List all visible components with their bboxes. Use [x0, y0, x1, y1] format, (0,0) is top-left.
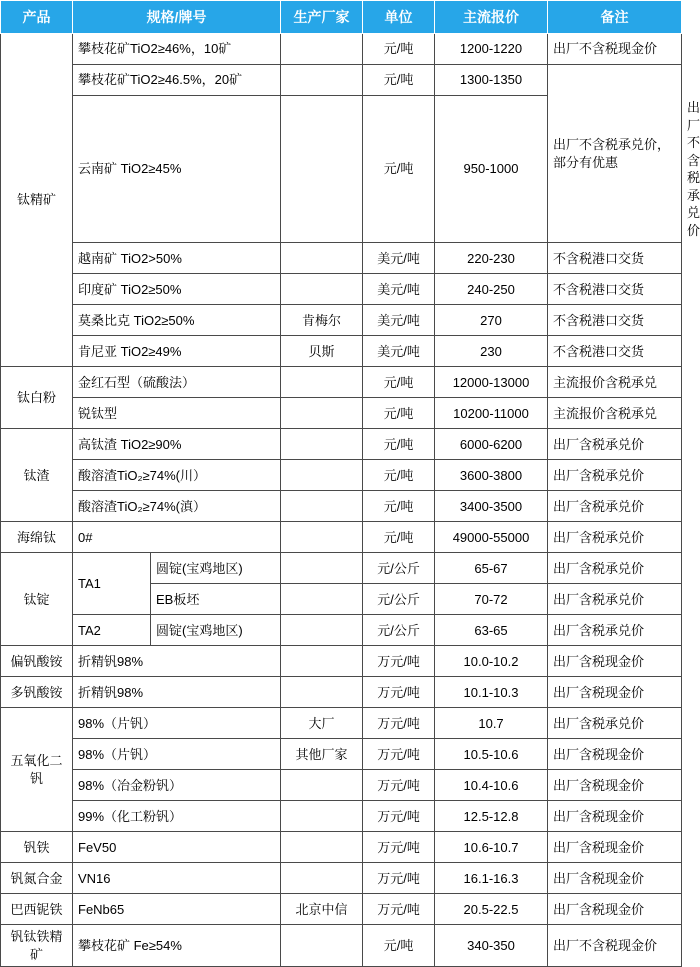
spec-cell: 折精钒98%: [73, 677, 281, 708]
unit-cell: 美元/吨: [363, 336, 435, 367]
spec-cell: 折精钒98%: [73, 646, 281, 677]
price-cell: 6000-6200: [435, 429, 548, 460]
price-cell: 70-72: [435, 584, 548, 615]
manufacturer-cell: [281, 770, 363, 801]
manufacturer-cell: 其他厂家: [281, 739, 363, 770]
remark-cell: 出厂含税承兑价: [548, 615, 682, 646]
product-group-cell: 钒铁: [1, 832, 73, 863]
remark-cell: 出厂含税承兑价: [548, 429, 682, 460]
table-row: 云南矿 TiO2≥45% 元/吨 950-1000 出厂不含税承兑价: [1, 96, 682, 243]
remark-cell: 不含税港口交货: [548, 305, 682, 336]
spec-cell: 酸溶渣TiO₂≥74%(滇）: [73, 491, 281, 522]
price-cell: 10.6-10.7: [435, 832, 548, 863]
spec-cell: 肯尼亚 TiO2≥49%: [73, 336, 281, 367]
table-row: [1, 770, 682, 801]
remark-cell: 不含税港口交货: [548, 243, 682, 274]
spec-cell: VN16: [73, 863, 281, 894]
price-cell: 1300-1350: [435, 65, 548, 96]
spec-cell: 攀枝花矿TiO2≥46%，10矿: [73, 34, 281, 65]
unit-cell: 万元/吨: [363, 646, 435, 677]
remark-cell: 出厂含税现金价: [548, 770, 682, 801]
price-cell: 10.1-10.3: [435, 677, 548, 708]
column-header-unit: 单位: [363, 1, 435, 34]
manufacturer-cell: [281, 65, 363, 96]
remark-cell: 出厂含税承兑价: [548, 522, 682, 553]
manufacturer-cell: [281, 646, 363, 677]
unit-cell: 元/吨: [363, 34, 435, 65]
table-row: [1, 429, 682, 460]
spec-cell: TA1: [73, 553, 151, 615]
spec-cell: 99%（化工粉钒）: [73, 801, 281, 832]
product-group-cell: 偏钒酸铵: [1, 646, 73, 677]
manufacturer-cell: 北京中信: [281, 894, 363, 925]
remark-cell: 出厂含税承兑价: [548, 460, 682, 491]
remark-cell: 主流报价含税承兑: [548, 367, 682, 398]
table-row: [1, 274, 682, 305]
unit-cell: 元/吨: [363, 491, 435, 522]
price-cell: 3400-3500: [435, 491, 548, 522]
manufacturer-cell: [281, 34, 363, 65]
table-row: [1, 336, 682, 367]
price-cell: 20.5-22.5: [435, 894, 548, 925]
remark-cell: 出厂含税承兑价: [548, 553, 682, 584]
manufacturer-cell: [281, 615, 363, 646]
spec-cell: FeV50: [73, 832, 281, 863]
spec-cell: 印度矿 TiO2≥50%: [73, 274, 281, 305]
column-header-product: 产品: [1, 1, 73, 34]
manufacturer-cell: [281, 584, 363, 615]
table-row: [1, 243, 682, 274]
spec-cell: 金红石型（硫酸法）: [73, 367, 281, 398]
spec-cell: 98%（片钒）: [73, 708, 281, 739]
price-cell: 10200-11000: [435, 398, 548, 429]
table-row: [1, 863, 682, 894]
product-group-cell: 钒氮合金: [1, 863, 73, 894]
product-group-cell: 钒钛铁精矿: [1, 925, 73, 967]
spec-cell: TA2: [73, 615, 151, 646]
price-cell: 10.4-10.6: [435, 770, 548, 801]
column-header-spec: 规格/牌号: [73, 1, 281, 34]
product-group-cell: 巴西铌铁: [1, 894, 73, 925]
price-cell: 340-350: [435, 925, 548, 967]
table-row: [1, 925, 682, 967]
price-cell: 16.1-16.3: [435, 863, 548, 894]
manufacturer-cell: [281, 522, 363, 553]
table-row: [1, 646, 682, 677]
table-row: [1, 832, 682, 863]
price-cell: 270: [435, 305, 548, 336]
remark-cell: 出厂不含税承兑价，部分有优惠: [548, 65, 682, 243]
product-group-cell: 钛渣: [1, 429, 73, 522]
spec-cell: 越南矿 TiO2>50%: [73, 243, 281, 274]
unit-cell: 元/吨: [363, 96, 435, 243]
manufacturer-cell: [281, 367, 363, 398]
manufacturer-cell: [281, 677, 363, 708]
spec-cell: 锐钛型: [73, 398, 281, 429]
price-cell: 10.5-10.6: [435, 739, 548, 770]
spec-cell: 攀枝花矿TiO2≥46.5%，20矿: [73, 65, 281, 96]
column-header-price: 主流报价: [435, 1, 548, 34]
header-row: [1, 1, 682, 34]
remark-cell: 出厂含税现金价: [548, 677, 682, 708]
remark-cell: 出厂含税承兑价: [548, 491, 682, 522]
remark-cell: 出厂含税现金价: [548, 739, 682, 770]
table-header: [1, 1, 682, 34]
remark-cell: 出厂含税现金价: [548, 646, 682, 677]
table-row: [1, 34, 682, 65]
spec-detail-cell: 圆锭(宝鸡地区): [151, 615, 281, 646]
manufacturer-cell: [281, 863, 363, 894]
unit-cell: 万元/吨: [363, 739, 435, 770]
manufacturer-cell: 大厂: [281, 708, 363, 739]
unit-cell: 万元/吨: [363, 770, 435, 801]
spec-cell: 98%（片钒）: [73, 739, 281, 770]
product-group-cell: 钛锭: [1, 553, 73, 646]
price-cell: 12000-13000: [435, 367, 548, 398]
product-group-cell: 多钒酸铵: [1, 677, 73, 708]
table-row: [1, 894, 682, 925]
manufacturer-cell: 肯梅尔: [281, 305, 363, 336]
unit-cell: 美元/吨: [363, 243, 435, 274]
product-group-cell: 五氧化二钒: [1, 708, 73, 832]
manufacturer-cell: [281, 274, 363, 305]
unit-cell: 元/吨: [363, 65, 435, 96]
unit-cell: 元/公斤: [363, 553, 435, 584]
price-cell: 220-230: [435, 243, 548, 274]
unit-cell: 万元/吨: [363, 708, 435, 739]
unit-cell: 美元/吨: [363, 274, 435, 305]
remark-cell: 出厂含税现金价: [548, 832, 682, 863]
remark-cell: 出厂含税现金价: [548, 801, 682, 832]
remark-cell: 出厂含税承兑价: [548, 584, 682, 615]
remark-cell: 出厂不含税现金价: [548, 925, 682, 967]
unit-cell: 万元/吨: [363, 677, 435, 708]
unit-cell: 元/吨: [363, 398, 435, 429]
unit-cell: 元/吨: [363, 367, 435, 398]
spec-detail-cell: 圆锭(宝鸡地区): [151, 553, 281, 584]
spec-cell: 98%（冶金粉钒）: [73, 770, 281, 801]
unit-cell: 元/公斤: [363, 615, 435, 646]
spec-cell: 0#: [73, 522, 281, 553]
manufacturer-cell: [281, 96, 363, 243]
unit-cell: 元/吨: [363, 429, 435, 460]
table-row: [1, 801, 682, 832]
table-row: [1, 677, 682, 708]
manufacturer-cell: [281, 398, 363, 429]
spec-cell: FeNb65: [73, 894, 281, 925]
remark-cell: 出厂含税现金价: [548, 894, 682, 925]
product-group-cell: 海绵钛: [1, 522, 73, 553]
product-group-cell: 钛精矿: [1, 34, 73, 367]
manufacturer-cell: [281, 801, 363, 832]
table-body: [1, 34, 700, 967]
unit-cell: 美元/吨: [363, 305, 435, 336]
manufacturer-cell: [281, 925, 363, 967]
table-row: [1, 398, 682, 429]
manufacturer-cell: [281, 429, 363, 460]
unit-cell: 万元/吨: [363, 894, 435, 925]
price-cell: 1200-1220: [435, 34, 548, 65]
price-cell: 10.7: [435, 708, 548, 739]
price-cell: 240-250: [435, 274, 548, 305]
manufacturer-cell: [281, 491, 363, 522]
table-row: [1, 491, 682, 522]
remark-cell: 出厂含税现金价: [548, 863, 682, 894]
unit-cell: 元/吨: [363, 460, 435, 491]
spec-cell: 高钛渣 TiO2≥90%: [73, 429, 281, 460]
price-cell: 65-67: [435, 553, 548, 584]
spec-cell: 云南矿 TiO2≥45%: [73, 96, 281, 243]
price-cell: 950-1000: [435, 96, 548, 243]
unit-cell: 万元/吨: [363, 832, 435, 863]
spec-cell: 莫桑比克 TiO2≥50%: [73, 305, 281, 336]
table-row: [1, 460, 682, 491]
table-row: [1, 615, 682, 646]
table-row: [1, 305, 682, 336]
remark-cell: 出厂不含税现金价: [548, 34, 682, 65]
price-cell: 10.0-10.2: [435, 646, 548, 677]
remark-cell: 主流报价含税承兑: [548, 398, 682, 429]
spec-detail-cell: EB板坯: [151, 584, 281, 615]
price-cell: 3600-3800: [435, 460, 548, 491]
price-cell: 230: [435, 336, 548, 367]
price-cell: 49000-55000: [435, 522, 548, 553]
table-row: [1, 739, 682, 770]
manufacturer-cell: [281, 460, 363, 491]
table-row: [1, 522, 682, 553]
spec-cell: 攀枝花矿 Fe≥54%: [73, 925, 281, 967]
product-group-cell: 钛白粉: [1, 367, 73, 429]
manufacturer-cell: [281, 243, 363, 274]
remark-cell: 不含税港口交货: [548, 336, 682, 367]
column-header-remark: 备注: [548, 1, 682, 34]
table-row: [1, 65, 682, 96]
column-header-manufacturer: 生产厂家: [281, 1, 363, 34]
price-cell: 63-65: [435, 615, 548, 646]
unit-cell: 万元/吨: [363, 863, 435, 894]
remark-cell: 出厂含税承兑价: [548, 708, 682, 739]
unit-cell: 元/吨: [363, 925, 435, 967]
manufacturer-cell: 贝斯: [281, 336, 363, 367]
table-row: [1, 553, 682, 584]
manufacturer-cell: [281, 553, 363, 584]
table-row: [1, 367, 682, 398]
remark-cell: 不含税港口交货: [548, 274, 682, 305]
spec-cell: 酸溶渣TiO₂≥74%(川）: [73, 460, 281, 491]
table-row: [1, 708, 682, 739]
unit-cell: 元/吨: [363, 522, 435, 553]
unit-cell: 万元/吨: [363, 801, 435, 832]
unit-cell: 元/公斤: [363, 584, 435, 615]
price-cell: 12.5-12.8: [435, 801, 548, 832]
manufacturer-cell: [281, 832, 363, 863]
